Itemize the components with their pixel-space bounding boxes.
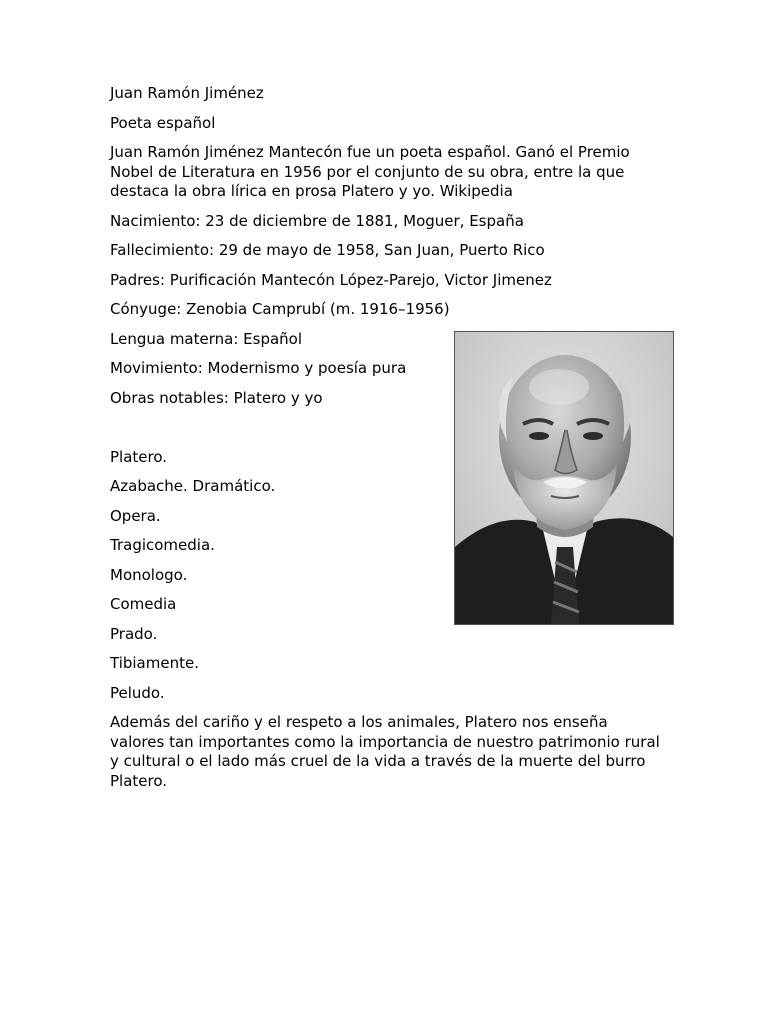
word-item: Platero. [110,447,168,466]
fact-death: Fallecimiento: 29 de mayo de 1958, San Juan, Puerto Rico [110,241,545,259]
intro-paragraph: Juan Ramón Jiménez Mantecón fue un poeta español. Ganó el Premio Nobel de Literatura en 1956 por el conjunto de su obra, entre la que destaca la obra lírica en prosa Platero y yo. Wikipedia [110,143,630,200]
closing-paragraph: Además del cariño y el respeto a los animales, Platero nos enseña valores tan importantes como la importancia de nuestro patrimonio rural y cultural o el lado más cruel de la vida a través de la muerte del burro Platero. [110,713,660,790]
fact-birth: Nacimiento: 23 de diciembre de 1881, Moguer, España [110,211,524,230]
fact-spouse: Cónyuge: Zenobia Camprubí (m. 1916–1956) [110,300,450,318]
word-item: Monologo. [110,565,188,584]
fact-movement: Movimiento: Modernismo y poesía pura [110,359,407,377]
word-item: Prado. [110,624,158,643]
fact-language: Lengua materna: Español [110,329,303,348]
fact-parents: Padres: Purificación Mantecón López-Parejo, Victor Jimenez [110,270,552,289]
document-subtitle: Poeta español [110,113,216,132]
word-item: Comedia [110,595,177,613]
word-item: Tibiamente. [110,654,199,672]
fact-works: Obras notables: Platero y yo [110,388,323,407]
document-title: Juan Ramón Jiménez [110,84,264,102]
portrait-photo [454,331,674,625]
word-item: Peludo. [110,683,165,702]
word-item: Opera. [110,506,161,525]
word-item: Azabache. Dramático. [110,477,276,495]
portrait-illustration [455,332,673,624]
word-item: Tragicomedia. [110,536,215,554]
